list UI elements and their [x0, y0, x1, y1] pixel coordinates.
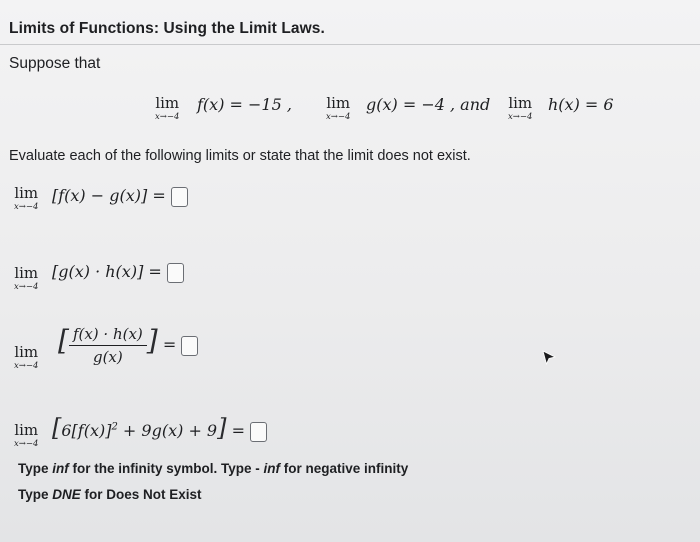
- problem-1-expression: [52, 186, 188, 207]
- problem-4-body-end: + 9g(x) + 9: [117, 421, 218, 440]
- problem-4-body-start: 6[f(x)]: [61, 421, 112, 440]
- problem-4-exponent: 2: [111, 421, 118, 433]
- equals-sign: =: [231, 421, 245, 440]
- fraction-numerator: f(x) · h(x): [69, 325, 147, 346]
- lim-word: lim: [14, 264, 39, 282]
- given-f-expression: f(x) = −15 ,: [197, 95, 292, 114]
- lim-approach: x→−4: [155, 112, 180, 122]
- infinity-note: [18, 461, 408, 476]
- left-bracket: [: [58, 324, 69, 357]
- lim-word: lim: [14, 343, 39, 361]
- problem-1-limit-operator: [14, 185, 38, 212]
- problem-1-body: [f(x) − g(x)]: [52, 186, 148, 205]
- lim-approach: x→−4: [326, 112, 351, 122]
- lim-word: lim: [14, 184, 39, 202]
- problem-4-limit-operator: [14, 422, 38, 449]
- problem-3-limit-operator: [14, 344, 38, 371]
- lim-approach: x→−4: [14, 282, 39, 292]
- page-title: Limits of Functions: Using the Limit Laws.: [9, 20, 325, 37]
- note-keyword: inf: [52, 461, 69, 476]
- instruction-text: Evaluate each of the following limits or state that the limit does not exist.: [9, 148, 471, 164]
- note-text: for Does Not Exist: [80, 487, 202, 502]
- note-text: for the infinity symbol. Type -: [68, 461, 264, 476]
- problem-2-limit-operator: [14, 265, 38, 292]
- given-f-limit-operator: [155, 95, 179, 122]
- note-keyword: DNE: [52, 487, 81, 502]
- lim-approach: x→−4: [14, 202, 39, 212]
- lim-word: lim: [508, 94, 533, 112]
- right-bracket: ]: [146, 324, 158, 357]
- lim-approach: x→−4: [508, 112, 533, 122]
- dne-note: [18, 487, 202, 502]
- lim-approach: x→−4: [14, 361, 39, 371]
- lim-word: lim: [155, 94, 180, 112]
- lim-word: lim: [14, 421, 39, 439]
- note-keyword: inf: [263, 461, 281, 476]
- problem-4-answer-input[interactable]: [250, 422, 267, 442]
- given-g-expression: g(x) = −4 , and: [366, 95, 491, 114]
- lim-word: lim: [326, 94, 351, 112]
- note-text: Type: [18, 487, 53, 502]
- note-text: for negative infinity: [280, 461, 409, 476]
- problem-4-expression: [52, 414, 267, 442]
- right-bracket: ]: [217, 414, 227, 442]
- lim-approach: x→−4: [14, 439, 39, 449]
- title-divider: [0, 44, 700, 45]
- problem-1-answer-input[interactable]: [171, 187, 188, 207]
- problem-3-expression: [58, 324, 198, 366]
- equals-sign: =: [162, 335, 177, 354]
- given-h-expression: h(x) = 6: [548, 95, 614, 114]
- mouse-pointer-icon: [542, 350, 556, 366]
- problem-3-fraction: [69, 325, 147, 366]
- intro-text: Suppose that: [9, 55, 101, 72]
- equals-sign: =: [152, 186, 166, 205]
- given-h-limit-operator: [508, 95, 532, 122]
- problem-2-expression: [52, 262, 184, 283]
- equals-sign: =: [148, 262, 162, 281]
- left-bracket: [: [52, 414, 62, 442]
- problem-2-body: [g(x) · h(x)]: [52, 262, 144, 281]
- given-g-limit-operator: [326, 95, 350, 122]
- problem-3-answer-input[interactable]: [181, 336, 198, 356]
- fraction-denominator: g(x): [92, 348, 123, 366]
- problem-2-answer-input[interactable]: [167, 263, 184, 283]
- note-text: Type: [18, 461, 53, 476]
